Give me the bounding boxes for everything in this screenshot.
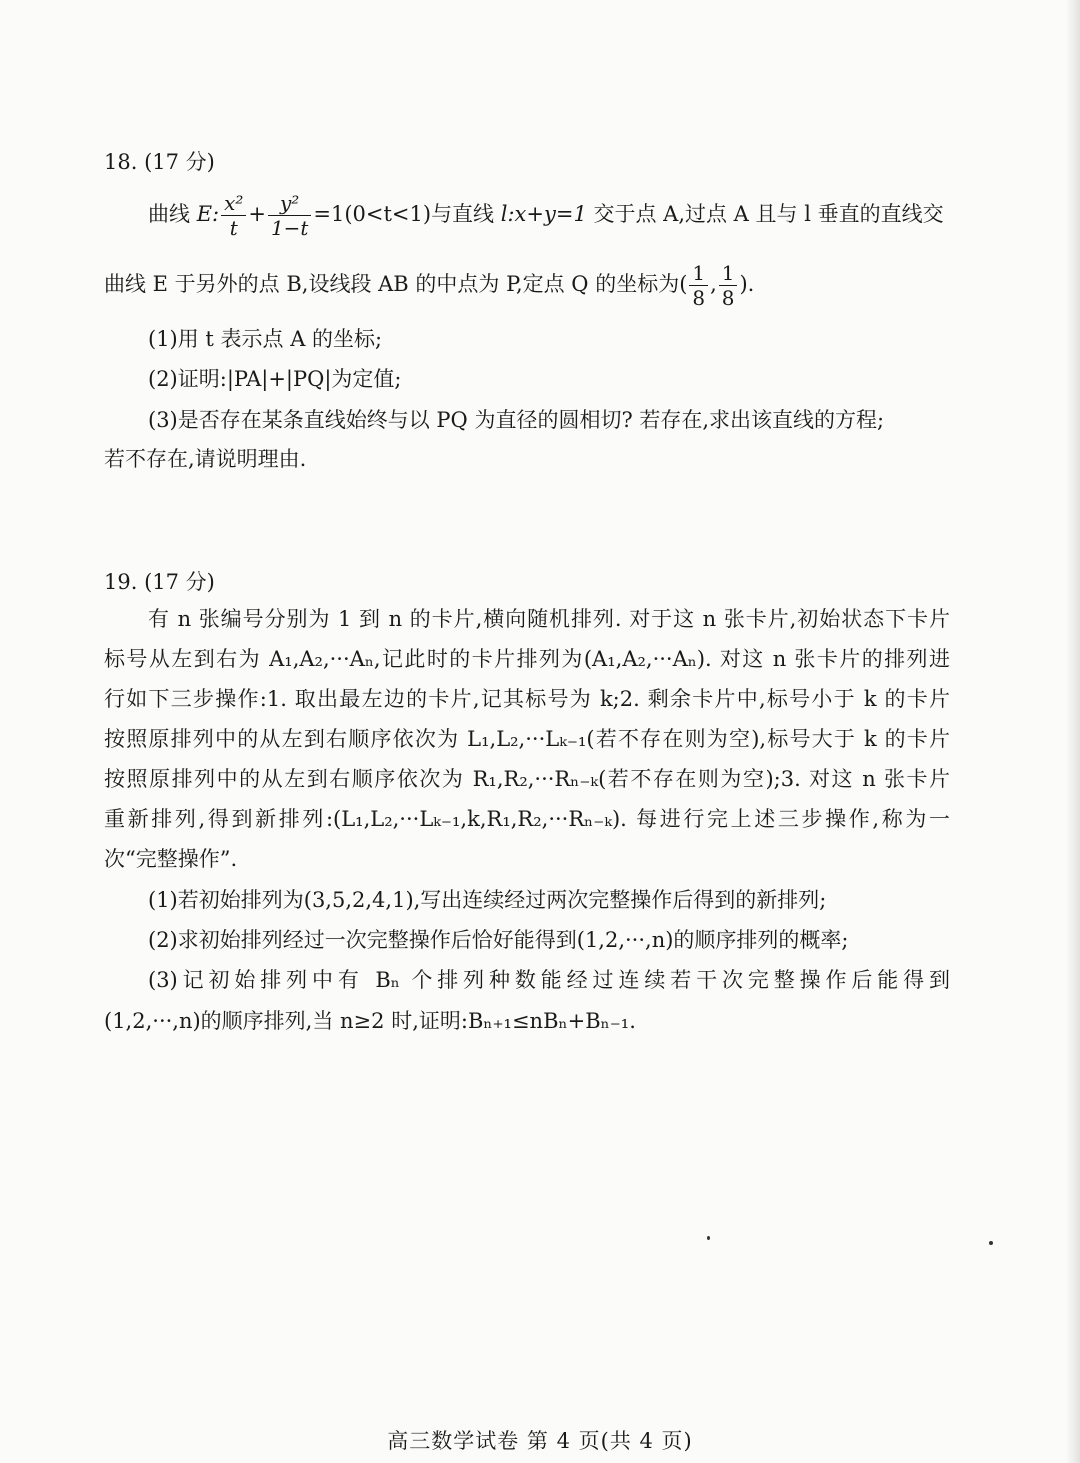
q19-line7: 次“完整操作”. xyxy=(104,847,238,871)
q18-line2: 曲线 E 于另外的点 B,设线段 AB 的中点为 P,定点 Q 的坐标为( $\frac{1}{8}$ , $\frac{1}{8}$ ). xyxy=(104,261,755,310)
q19-part2: (2)求初始排列经过一次完整操作后恰好能得到(1,2,···,n)的顺序排列的概率; xyxy=(148,928,849,952)
scan-speck xyxy=(707,1236,710,1240)
scan-speck xyxy=(989,1241,993,1245)
q19-line3: 行如下三步操作:1. 取出最左边的卡片,记其标号为 k;2. 剩余卡片中,标号小于 k 的卡片 xyxy=(104,687,950,711)
q19-part3-line2: (1,2,···,n)的顺序排列,当 n≥2 时,证明:Bₙ₊₁≤nBₙ+Bₙ₋₁. xyxy=(104,1009,636,1033)
q19-line4: 按照原排列中的从左到右顺序依次为 L₁,L₂,···Lₖ₋₁(若不存在则为空),标号大于 k 的卡片 xyxy=(104,727,950,751)
q18-line1: 曲线 E: $\frac{\text{x²}}{t}$ + $\frac{\text{y²}}{1-t}$ =1(0<t<1)与直线 l:x+y=1 交于点 A,过点 A 且与 l 垂直的直线交 xyxy=(148,191,944,240)
fraction-y2-over-1-minus-t: $\frac{\text{y²}}{1-t}$ xyxy=(268,191,311,240)
q19-line5: 按照原排列中的从左到右顺序依次为 R₁,R₂,···Rₙ₋ₖ(若不存在则为空);3. 对这 n 张卡片 xyxy=(104,767,950,791)
q19-part3-line1: (3)记初始排列中有 Bₙ 个排列种数能经过连续若干次完整操作后能得到 xyxy=(148,968,950,992)
q18-part3-line2: 若不存在,请说明理由. xyxy=(104,447,307,471)
q19-heading: 19. (17 分) xyxy=(104,570,215,594)
q18-heading: 18. (17 分) xyxy=(104,150,215,174)
q19-line1: 有 n 张编号分别为 1 到 n 的卡片,横向随机排列. 对于这 n 张卡片,初始状态下卡片 xyxy=(148,607,950,631)
fraction-x2-over-t: $\frac{\text{x²}}{t}$ xyxy=(221,191,246,240)
page-footer: 高三数学试卷 第 4 页(共 4 页) xyxy=(387,1429,693,1453)
q18-part3-line1: (3)是否存在某条直线始终与以 PQ 为直径的圆相切? 若存在,求出该直线的方程; xyxy=(148,408,885,432)
page-edge-shadow xyxy=(1066,0,1080,1463)
q19-part1: (1)若初始排列为(3,5,2,4,1),写出连续经过两次完整操作后得到的新排列; xyxy=(148,888,827,912)
fraction-one-eighth: $\frac{1}{8}$ xyxy=(719,261,738,310)
q19-line2: 标号从左到右为 A₁,A₂,···Aₙ,记此时的卡片排列为(A₁,A₂,···Aₙ). 对这 n 张卡片的排列进 xyxy=(104,647,950,671)
fraction-one-eighth: $\frac{1}{8}$ xyxy=(689,261,708,310)
q18-part1: (1)用 t 表示点 A 的坐标; xyxy=(148,327,383,351)
q19-line6: 重新排列,得到新排列:(L₁,L₂,···Lₖ₋₁,k,R₁,R₂,···Rₙ₋ₖ). 每进行完上述三步操作,称为一 xyxy=(104,807,950,831)
q18-part2: (2)证明:|PA|+|PQ|为定值; xyxy=(148,367,402,391)
